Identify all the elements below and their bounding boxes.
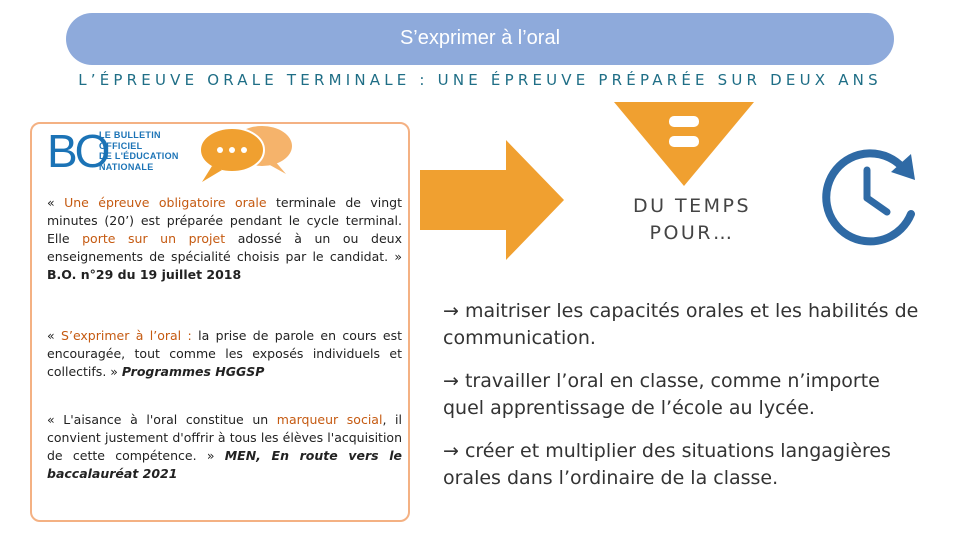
bo-logo-line: OFFICIEL <box>99 140 143 151</box>
speech-bubbles-icon <box>196 122 296 187</box>
quote-highlight: porte sur un projet <box>82 231 226 246</box>
quote-highlight: Une épreuve obligatoire orale <box>64 195 267 210</box>
quote-highlight: marqueur social <box>276 412 383 427</box>
quote-source: B.O. n°29 du 19 juillet 2018 <box>47 267 242 282</box>
quote-programmes: « S’exprimer à l’oral : la prise de parole en cours est encouragée, tout comme les exposés individuels et collectifs. » Programmes HGGSP <box>47 328 402 379</box>
banner-title: S’exprimer à l’oral <box>399 27 561 49</box>
bullet-point: → travailler l’oral en classe, comme n’importe quel apprentissage de l’école au lycée. <box>443 370 880 419</box>
equals-triangle-icon <box>614 102 754 186</box>
bo-logo-line: DE L'ÉDUCATION <box>99 151 179 161</box>
bullet-point: → créer et multiplier des situations langagières orales dans l’ordinaire de la classe. <box>443 440 891 489</box>
quote-source: Programmes HGGSP <box>121 364 265 379</box>
bo-logo-letters: BO <box>47 125 108 177</box>
right-arrow-icon <box>420 140 564 260</box>
quote-men: « L'aisance à l'oral constitue un marqueur social, il convient justement d'offrir à tous les élèves l'acquisition de cette compétence. » MEN, En route vers le baccalauréat 2021 <box>47 412 402 481</box>
title-banner <box>66 13 894 65</box>
time-label: DU TEMPS POUR… <box>632 195 752 244</box>
bo-logo-line: NATIONALE <box>99 161 154 172</box>
quote-bo: « Une épreuve obligatoire orale terminale de vingt minutes (20’) est préparée pendant le cycle terminal. Elle porte sur un projet adossé à un ou deux enseignements de spécialité choisis par le candidat. » B.O. n°29 du 19 juillet 2018 <box>47 195 402 282</box>
bullet-point: → maitriser les capacités orales et les habilités de communication. <box>443 300 919 349</box>
slide-subtitle: L’ÉPREUVE ORALE TERMINALE : UNE ÉPREUVE PRÉPARÉE SUR DEUX ANS <box>78 71 882 89</box>
quote-highlight: S’exprimer à l’oral : <box>61 328 192 343</box>
bo-logo <box>47 125 187 178</box>
quote-source: MEN, En route vers le baccalauréat 2021 <box>47 448 402 481</box>
clock-refresh-icon <box>815 140 925 250</box>
bo-logo-line: LE BULLETIN <box>99 130 161 140</box>
